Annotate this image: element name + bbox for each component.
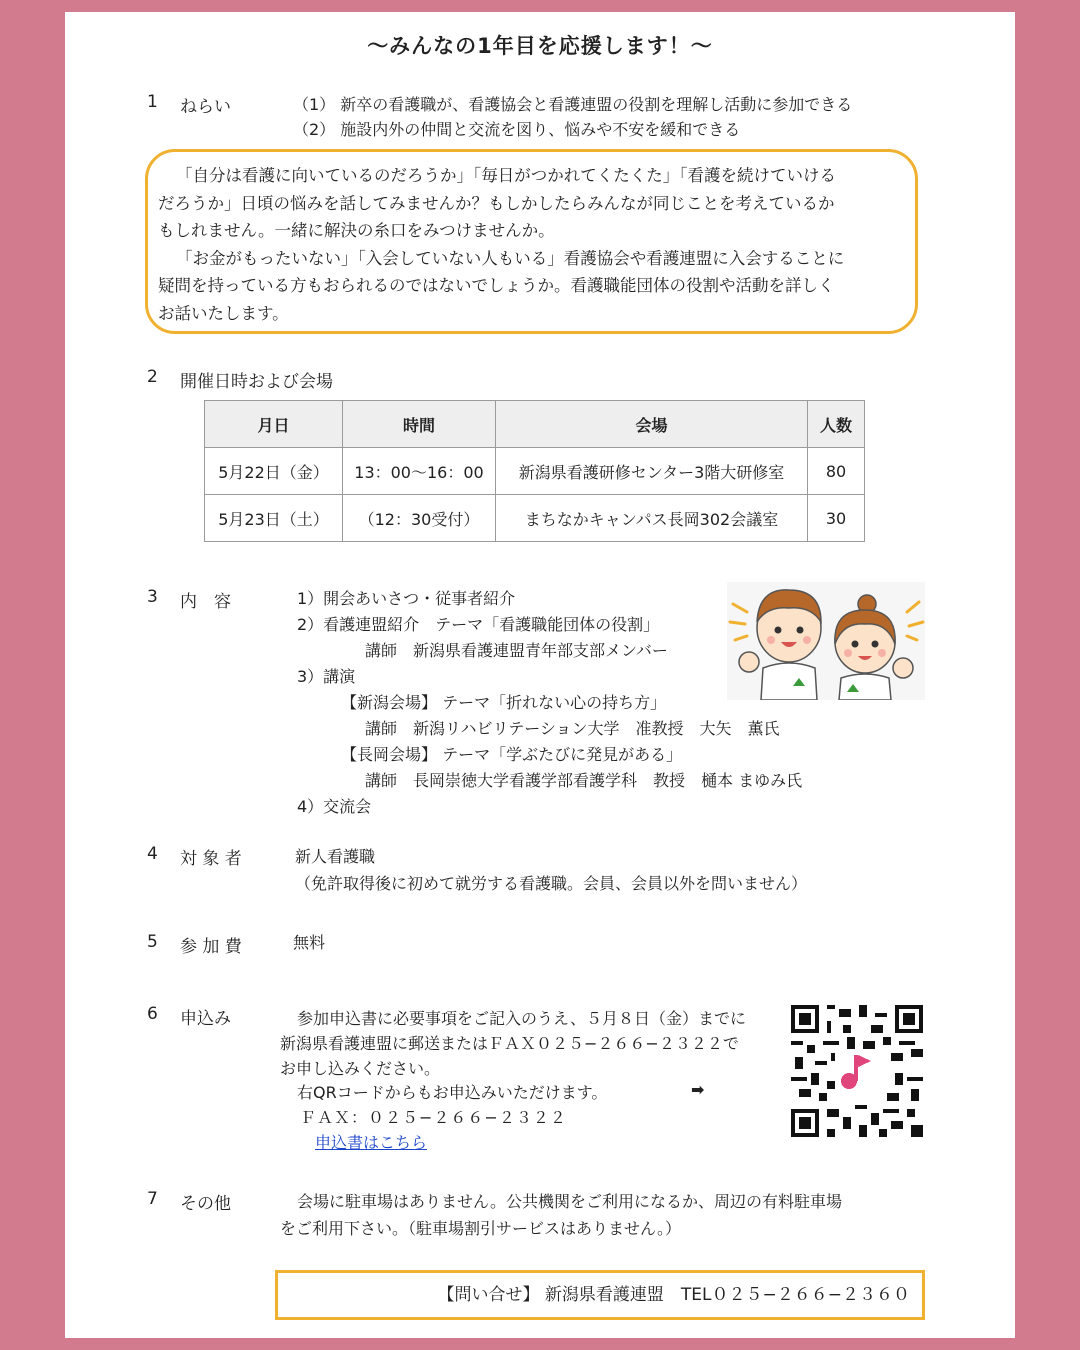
cell-capacity: 30 xyxy=(808,495,865,542)
program-line: 2）看護連盟紹介 テーマ「看護職能団体の役割」 xyxy=(297,615,660,634)
other-line: 会場に駐車場はありません。公共機関をご利用になるか、周辺の有料駐車場 xyxy=(297,1192,842,1211)
section-1-label: ねらい xyxy=(180,97,231,117)
apply-line: お申し込みください。 xyxy=(280,1059,441,1078)
aim-item-2: （2） 施設内外の仲間と交流を図り、悩みや不安を緩和できる xyxy=(293,120,741,139)
contact-text: 【問い合せ】 新潟県看護連盟 TEL０２５−２６６−２３６０ xyxy=(437,1285,910,1305)
header-capacity: 人数 xyxy=(808,401,865,448)
callout-line: 「お金がもったいない」「入会していない人もいる」看護協会や看護連盟に入会することに xyxy=(176,248,845,268)
contact-box xyxy=(275,1270,925,1320)
table-row xyxy=(205,495,865,542)
message-callout-box xyxy=(145,149,918,334)
qr-code-image[interactable] xyxy=(791,1005,923,1137)
section-4-label: 対 象 者 xyxy=(180,849,242,869)
nurses-illustration xyxy=(727,582,925,700)
callout-line: 疑問を持っている方もおられるのではないでしょうか。看護職能団体の役割や活動を詳しく xyxy=(158,276,835,295)
section-1-number: 1 xyxy=(147,92,158,112)
section-4-number: 4 xyxy=(147,844,158,864)
program-line: 講師 新潟県看護連盟青年部支部メンバー xyxy=(365,641,668,660)
header-date: 月日 xyxy=(205,401,343,448)
table-row xyxy=(205,448,865,495)
program-line: 講師 長岡崇徳大学看護学部看護学科 教授 樋本 まゆみ氏 xyxy=(365,771,803,790)
callout-line: だろうか」日頃の悩みを話してみませんか？もしかしたらみんなが同じことを考えているか xyxy=(158,193,835,213)
section-3-number: 3 xyxy=(147,587,158,607)
section-7-number: 7 xyxy=(147,1189,158,1209)
section-6-label: 申込み xyxy=(180,1009,231,1029)
application-form-link[interactable]: 申込書はこちら xyxy=(315,1133,428,1152)
page-title: 〜みんなの1年目を応援します！〜 xyxy=(367,34,713,58)
apply-line: 右QRコードからもお申込みいただけます。 xyxy=(297,1083,608,1102)
section-2-label: 開催日時および会場 xyxy=(180,372,333,392)
section-2-number: 2 xyxy=(147,367,158,387)
program-line: 講師 新潟リハビリテーション大学 准教授 大矢 薫氏 xyxy=(365,719,780,738)
cell-time: （12：30受付） xyxy=(343,495,496,542)
section-7-label: その他 xyxy=(180,1194,231,1214)
apply-line: 新潟県看護連盟に郵送またはＦＡＸ０２５−２６６−２３２２で xyxy=(280,1034,739,1053)
program-line: 1）開会あいさつ・従事者紹介 xyxy=(297,589,516,608)
program-line: 3）講演 xyxy=(297,667,356,686)
callout-line: もしれません。一緒に解決の糸口をみつけませんか。 xyxy=(158,221,555,240)
callout-line: 「自分は看護に向いているのだろうか」「毎日がつかれてくたくた」「看護を続けていける xyxy=(176,166,836,185)
cell-date: 5月22日（金） xyxy=(205,448,343,495)
target-line: 新人看護職 xyxy=(295,847,376,866)
table-header-row xyxy=(205,401,865,448)
apply-line: 参加申込書に必要事項をご記入のうえ、５月８日（金）までに xyxy=(297,1009,746,1028)
callout-line: お話いたします。 xyxy=(158,303,289,323)
program-line: 【長岡会場】 テーマ「学ぶたびに発見がある」 xyxy=(341,745,683,764)
section-3-label: 内 容 xyxy=(180,592,231,612)
program-line: 【新潟会場】 テーマ「折れない心の持ち方」 xyxy=(341,693,667,712)
section-6-number: 6 xyxy=(147,1004,158,1024)
other-line: をご利用下さい。（駐車場割引サービスはありません。） xyxy=(280,1219,681,1238)
cell-venue: まちなかキャンパス長岡302会議室 xyxy=(496,495,808,542)
cell-time: 13：00〜16：00 xyxy=(343,448,496,495)
arrow-right-icon: ➡ xyxy=(691,1080,705,1099)
schedule-table xyxy=(204,400,865,542)
header-time: 時間 xyxy=(343,401,496,448)
target-line: （免許取得後に初めて就労する看護職。会員、会員以外を問いません） xyxy=(295,874,808,893)
aim-item-1: （1） 新卒の看護職が、看護協会と看護連盟の役割を理解し活動に参加できる xyxy=(293,95,853,114)
fee-value: 無料 xyxy=(293,933,326,952)
fax-number: ＦＡＸ：０２５−２６６−２３２２ xyxy=(300,1108,567,1127)
cell-venue: 新潟県看護研修センター3階大研修室 xyxy=(496,448,808,495)
section-5-label: 参 加 費 xyxy=(180,937,242,957)
section-5-number: 5 xyxy=(147,932,158,952)
program-line: 4）交流会 xyxy=(297,797,372,816)
cell-capacity: 80 xyxy=(808,448,865,495)
flyer-page xyxy=(65,12,1015,1338)
header-venue: 会場 xyxy=(496,401,808,448)
cell-date: 5月23日（土） xyxy=(205,495,343,542)
